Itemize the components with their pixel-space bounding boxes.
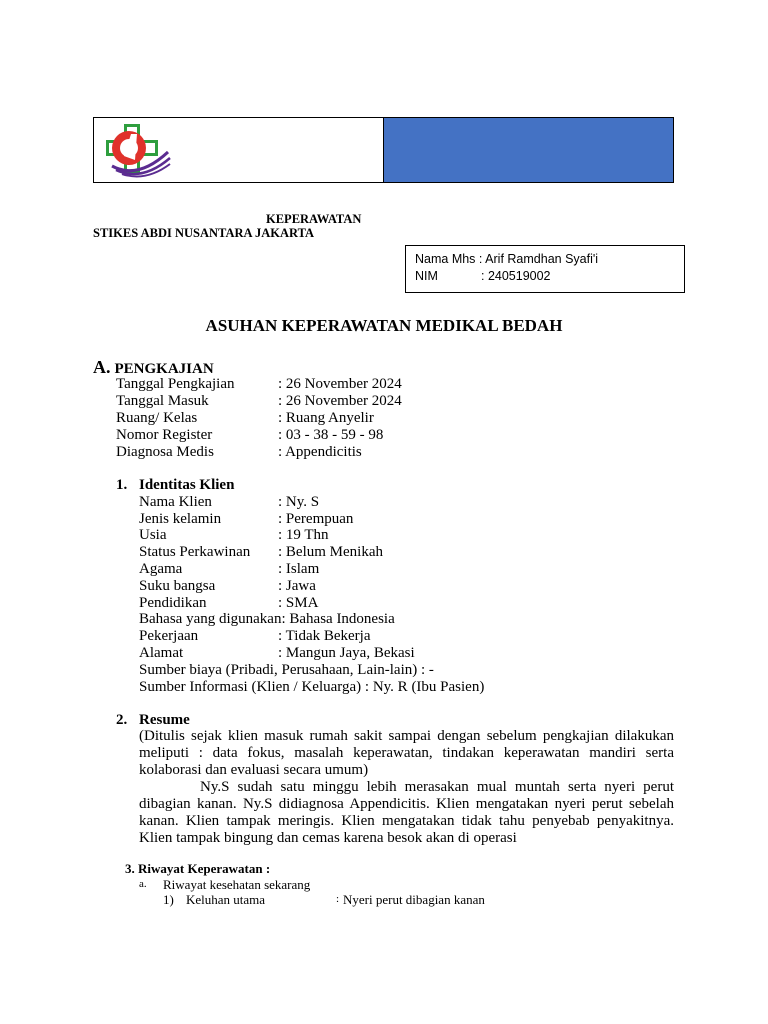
keluhan-value: Nyeri perut dibagian kanan — [343, 892, 485, 907]
student-name-value: : Arif Ramdhan Syafi'i — [478, 252, 599, 266]
student-info-box — [405, 245, 685, 293]
identitas-heading: Identitas Klien — [139, 477, 235, 493]
bahasa-line: Bahasa yang digunakan: Bahasa Indonesia — [139, 611, 395, 627]
student-nim-row — [415, 269, 551, 283]
field-label: Tanggal Pengkajian — [116, 376, 235, 392]
field-label: Ruang/ Kelas — [116, 410, 198, 426]
keluhan-colon: : — [336, 893, 340, 905]
field-value: : 19 Thn — [278, 527, 329, 543]
field-label: Agama — [139, 561, 183, 577]
institution-line-1: KEPERAWATAN — [266, 212, 362, 226]
resume-body: Ny.S sudah satu minggu lebih merasakan mual muntah serta nyeri perut dibagian kanan. Ny.S didiagnosa Appendicitis. Klien mengatakan nyeri perut sebelah kanan. Klien tampak meringis. Klien mengatakan tidak tahu penyebab penyakitnya. Klien tampak bingung dan cemas karena besok akan di operasi — [139, 779, 674, 846]
header-box — [93, 117, 674, 183]
header-color-panel — [384, 118, 673, 182]
field-value: : Jawa — [278, 578, 316, 594]
field-label: Tanggal Masuk — [116, 393, 209, 409]
institution-logo-icon — [102, 122, 174, 178]
riwayat-sub-heading: Riwayat kesehatan sekarang — [163, 877, 311, 892]
field-value: : Tidak Bekerja — [278, 628, 371, 644]
student-name-row — [415, 252, 598, 266]
field-value: : SMA — [278, 595, 319, 611]
student-nim-value: : 240519002 — [481, 269, 551, 283]
field-value: : Appendicitis — [278, 444, 362, 460]
riwayat-sub-letter: a. — [139, 878, 147, 890]
field-value: : Belum Menikah — [278, 544, 383, 560]
field-label: Usia — [139, 527, 167, 543]
sumber-biaya-line: Sumber biaya (Pribadi, Perusahaan, Lain-lain) : - — [139, 662, 434, 678]
resume-instruction: (Ditulis sejak klien masuk rumah sakit sampai dengan sebelum pengkajian dilakukan meliputi : data fokus, masalah keperawatan, tindakan keperawatan mandiri serta kolaborasi dan evaluasi secara umum) — [139, 728, 674, 778]
field-value: : 26 November 2024 — [278, 376, 402, 392]
resume-number: 2. — [116, 712, 128, 728]
riwayat-heading: 3. Riwayat Keperawatan : — [125, 861, 271, 876]
field-label: Nomor Register — [116, 427, 213, 443]
field-label: Jenis kelamin — [139, 511, 222, 527]
document-title: ASUHAN KEPERAWATAN MEDIKAL BEDAH — [205, 316, 563, 335]
field-label: Pendidikan — [139, 595, 207, 611]
keluhan-label: Keluhan utama — [186, 892, 266, 907]
student-nim-label: NIM — [415, 269, 438, 283]
field-label: Diagnosa Medis — [116, 444, 214, 460]
institution-line-2: STIKES ABDI NUSANTARA JAKARTA — [93, 226, 315, 240]
field-label: Suku bangsa — [139, 578, 216, 594]
field-value: : Perempuan — [278, 511, 354, 527]
section-a-letter: A. — [93, 357, 111, 377]
header-logo-cell — [94, 118, 384, 182]
field-value: : 03 - 38 - 59 - 98 — [278, 427, 384, 443]
sumber-informasi-line: Sumber Informasi (Klien / Keluarga) : Ny. R (Ibu Pasien) — [139, 679, 485, 695]
field-label: Pekerjaan — [139, 628, 199, 644]
field-value: : Ny. S — [278, 494, 320, 510]
student-name-label: Nama Mhs — [415, 252, 476, 266]
field-label: Nama Klien — [139, 494, 212, 510]
section-a-title: PENGKAJIAN — [114, 361, 214, 377]
resume-heading: Resume — [139, 712, 190, 728]
section-a-heading — [93, 357, 214, 378]
identitas-number: 1. — [116, 477, 128, 493]
field-value: : Ruang Anyelir — [278, 410, 374, 426]
field-value: : Mangun Jaya, Bekasi — [278, 645, 415, 661]
field-value: : Islam — [278, 561, 320, 577]
keluhan-number: 1) — [163, 892, 174, 907]
field-label: Status Perkawinan — [139, 544, 251, 560]
field-value: : 26 November 2024 — [278, 393, 402, 409]
field-label: Alamat — [139, 645, 184, 661]
